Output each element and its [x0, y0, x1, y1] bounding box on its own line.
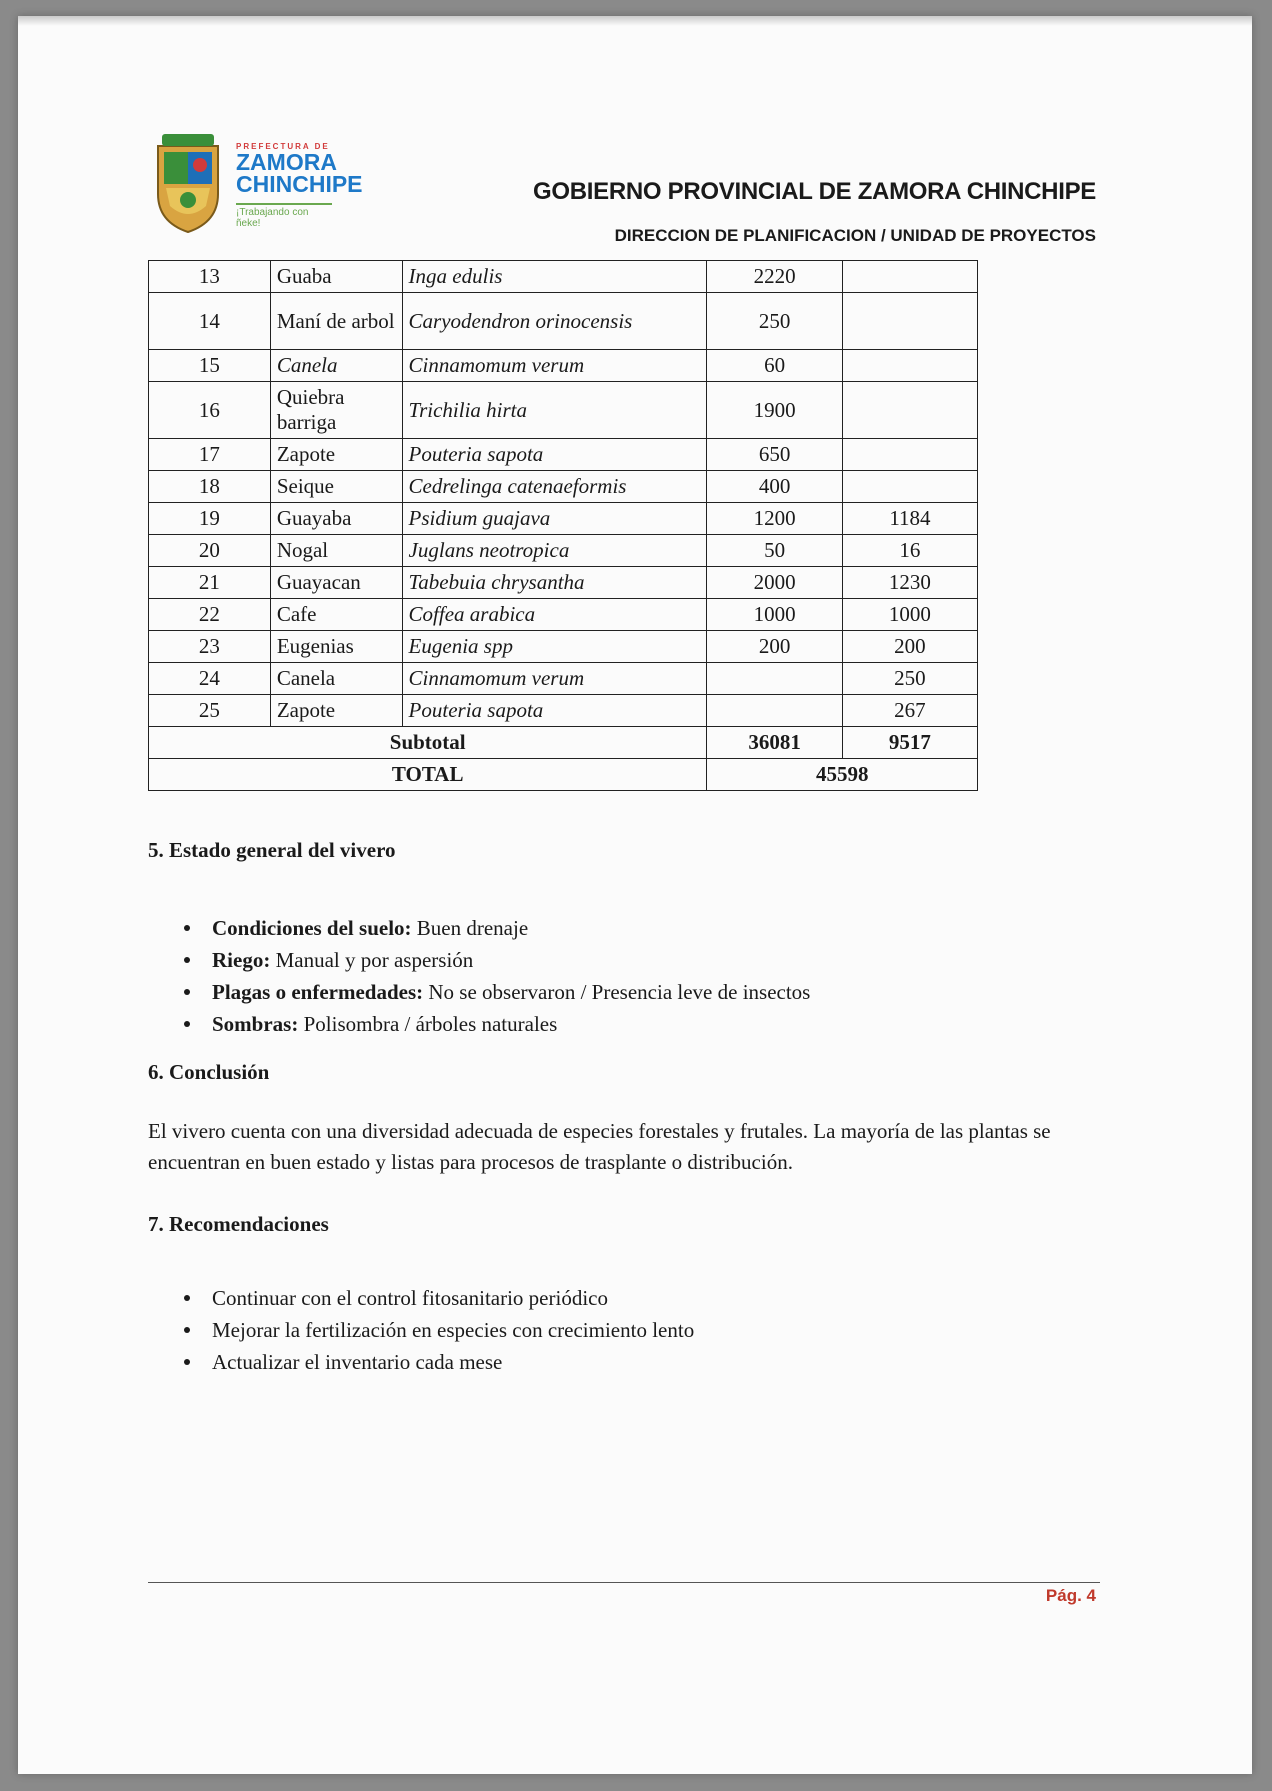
scientific-name-cell: Tabebuia chrysantha — [402, 567, 707, 599]
recommendations-list — [194, 1282, 694, 1378]
conclusion-paragraph: El vivero cuenta con una diversidad adecuada de especies forestales y frutales. La mayoría de las plantas se encuentran en buen estado y listas para procesos de trasplante o distribución. — [148, 1119, 1051, 1174]
table-row — [149, 535, 978, 567]
table-row — [149, 261, 978, 293]
scientific-name-cell: Caryodendron orinocensis — [402, 293, 707, 350]
total-row — [149, 759, 978, 791]
section-7-heading: 7. Recomendaciones — [148, 1212, 329, 1236]
scientific-name-cell: Cedrelinga catenaeformis — [402, 471, 707, 503]
quantity-b-cell: 1184 — [842, 503, 977, 535]
quantity-a-cell: 200 — [707, 631, 842, 663]
scientific-name-cell: Pouteria sapota — [402, 439, 707, 471]
footer-divider — [148, 1582, 1100, 1583]
quantity-a-cell: 2000 — [707, 567, 842, 599]
table-row — [149, 350, 978, 382]
scientific-name-cell: Eugenia spp — [402, 631, 707, 663]
common-name-cell: Cafe — [270, 599, 402, 631]
list-item: Actualizar el inventario cada mese — [194, 1346, 694, 1378]
row-number-cell: 15 — [149, 350, 271, 382]
department-subtitle: DIRECCION DE PLANIFICACION / UNIDAD DE PROYECTOS — [614, 226, 1096, 245]
subtotal-row — [149, 727, 978, 759]
section-6-heading: 6. Conclusión — [148, 1060, 270, 1084]
scientific-name-cell: Trichilia hirta — [402, 382, 707, 439]
table-row — [149, 382, 978, 439]
table-row — [149, 599, 978, 631]
table-row — [149, 439, 978, 471]
list-item: Riego: Manual y por aspersión — [194, 944, 810, 976]
quantity-a-cell: 2220 — [707, 261, 842, 293]
common-name-cell: Guaba — [270, 261, 402, 293]
row-number-cell: 16 — [149, 382, 271, 439]
section-5-heading: 5. Estado general del vivero — [148, 838, 396, 862]
nursery-status-list — [194, 912, 810, 1040]
row-number-cell: 19 — [149, 503, 271, 535]
common-name-cell: Zapote — [270, 439, 402, 471]
subtotal-a: 36081 — [707, 727, 842, 759]
common-name-cell: Canela — [270, 663, 402, 695]
row-number-cell: 18 — [149, 471, 271, 503]
table-row — [149, 567, 978, 599]
quantity-b-cell: 267 — [842, 695, 977, 727]
row-number-cell: 23 — [149, 631, 271, 663]
quantity-b-cell — [842, 439, 977, 471]
row-number-cell: 21 — [149, 567, 271, 599]
page-number: Pág. 4 — [1045, 1586, 1096, 1605]
table-row — [149, 631, 978, 663]
list-item: Sombras: Polisombra / árboles naturales — [194, 1008, 810, 1040]
quantity-a-cell: 1200 — [707, 503, 842, 535]
table-row — [149, 471, 978, 503]
quantity-b-cell: 1000 — [842, 599, 977, 631]
list-item: Condiciones del suelo: Buen drenaje — [194, 912, 810, 944]
common-name-cell: Guayaba — [270, 503, 402, 535]
common-name-cell: Canela — [270, 350, 402, 382]
total-label: TOTAL — [149, 759, 707, 791]
scientific-name-cell: Psidium guajava — [402, 503, 707, 535]
subtotal-label: Subtotal — [149, 727, 707, 759]
quantity-a-cell: 650 — [707, 439, 842, 471]
quantity-b-cell: 250 — [842, 663, 977, 695]
common-name-cell: Nogal — [270, 535, 402, 567]
row-number-cell: 17 — [149, 439, 271, 471]
logo-name-chinchipe: CHINCHIPE — [236, 171, 363, 197]
coat-of-arms-icon — [154, 132, 222, 234]
quantity-a-cell: 400 — [707, 471, 842, 503]
quantity-b-cell: 16 — [842, 535, 977, 567]
quantity-a-cell — [707, 695, 842, 727]
scientific-name-cell: Pouteria sapota — [402, 695, 707, 727]
species-inventory-table — [148, 260, 978, 791]
quantity-a-cell: 250 — [707, 293, 842, 350]
prefecture-logo — [154, 132, 414, 242]
list-item: Mejorar la fertilización en especies con crecimiento lento — [194, 1314, 694, 1346]
scientific-name-cell: Coffea arabica — [402, 599, 707, 631]
table-row — [149, 663, 978, 695]
logo-name-zamora: ZAMORA — [236, 149, 337, 175]
list-item: Plagas o enfermedades: No se observaron / Presencia leve de insectos — [194, 976, 810, 1008]
common-name-cell: Zapote — [270, 695, 402, 727]
row-number-cell: 13 — [149, 261, 271, 293]
common-name-cell: Guayacan — [270, 567, 402, 599]
common-name-cell: Seique — [270, 471, 402, 503]
government-title: GOBIERNO PROVINCIAL DE ZAMORA CHINCHIPE — [533, 178, 1096, 205]
scientific-name-cell: Inga edulis — [402, 261, 707, 293]
table-row — [149, 503, 978, 535]
row-number-cell: 24 — [149, 663, 271, 695]
subtotal-b: 9517 — [842, 727, 977, 759]
quantity-a-cell: 1000 — [707, 599, 842, 631]
row-number-cell: 25 — [149, 695, 271, 727]
quantity-a-cell: 50 — [707, 535, 842, 567]
quantity-b-cell — [842, 261, 977, 293]
quantity-b-cell — [842, 293, 977, 350]
common-name-cell: Maní de arbol — [270, 293, 402, 350]
common-name-cell: Quiebra barriga — [270, 382, 402, 439]
logo-slogan: ¡Trabajando con ñeke! — [236, 203, 332, 229]
common-name-cell: Eugenias — [270, 631, 402, 663]
quantity-b-cell: 200 — [842, 631, 977, 663]
quantity-a-cell — [707, 663, 842, 695]
quantity-a-cell: 60 — [707, 350, 842, 382]
scientific-name-cell: Cinnamomum verum — [402, 350, 707, 382]
row-number-cell: 14 — [149, 293, 271, 350]
logo-prefix: PREFECTURA DE — [236, 142, 330, 151]
list-item: Continuar con el control fitosanitario periódico — [194, 1282, 694, 1314]
row-number-cell: 22 — [149, 599, 271, 631]
table-row — [149, 293, 978, 350]
quantity-b-cell — [842, 350, 977, 382]
quantity-b-cell — [842, 382, 977, 439]
scientific-name-cell: Cinnamomum verum — [402, 663, 707, 695]
quantity-b-cell: 1230 — [842, 567, 977, 599]
quantity-b-cell — [842, 471, 977, 503]
quantity-a-cell: 1900 — [707, 382, 842, 439]
scientific-name-cell: Juglans neotropica — [402, 535, 707, 567]
document-page — [18, 16, 1252, 1774]
table-row — [149, 695, 978, 727]
scan-edge — [18, 16, 1252, 26]
total-value: 45598 — [707, 759, 978, 791]
row-number-cell: 20 — [149, 535, 271, 567]
